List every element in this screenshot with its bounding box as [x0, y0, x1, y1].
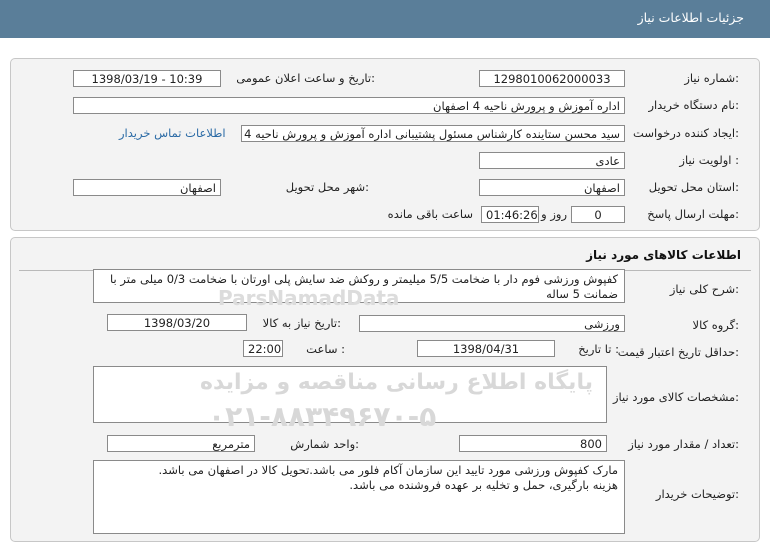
general-desc-field: کفپوش ورزشی فوم دار با ضخامت 5/5 میلیمتر و روکش ضد سایش پلی اورتان با ضخامت 0/3 میلی متر با ضمانت 5 ساله	[93, 269, 625, 303]
goods-info-panel	[10, 237, 760, 542]
buyer-notes-label: توضیحات خریدار:	[655, 487, 739, 501]
delivery-province-label: استان محل تحویل:	[648, 180, 739, 194]
goods-group-field: ورزشی	[359, 315, 625, 332]
quantity-label: تعداد / مقدار مورد نیاز:	[628, 437, 739, 451]
buyer-notes-field	[93, 460, 625, 534]
deadline-label: مهلت ارسال پاسخ:	[647, 207, 739, 221]
general-desc-label: شرح کلی نیاز:	[669, 282, 739, 296]
delivery-city-field: اصفهان	[73, 179, 221, 196]
priority-field: عادی	[479, 152, 625, 169]
page-title: جزئیات اطلاعات نیاز	[637, 10, 744, 25]
goods-group-label: گروه کالا:	[692, 318, 739, 332]
goods-specs-label: مشخصات کالای مورد نیاز:	[612, 390, 739, 404]
buyer-contact-link[interactable]: اطلاعات تماس خریدار	[119, 126, 226, 140]
quantity-field: 800	[459, 435, 607, 452]
remaining-label: ساعت باقی مانده	[387, 207, 473, 221]
title-bar	[0, 0, 770, 38]
need-number-field: 1298010062000033	[479, 70, 625, 87]
validity-time-label: ساعت :	[306, 342, 345, 356]
buyer-org-field: اداره آموزش و پرورش ناحیه 4 اصفهان	[73, 97, 625, 114]
need-date-field: 1398/03/20	[107, 314, 247, 331]
validity-time-field: 22:00	[243, 340, 283, 357]
deadline-time-field: 01:46:26	[481, 206, 539, 223]
need-details-panel	[10, 58, 760, 231]
priority-label: اولویت نیاز :	[679, 153, 739, 167]
requester-label: ایجاد کننده درخواست:	[633, 126, 739, 140]
days-label: روز و	[541, 207, 567, 221]
buyer-org-label: نام دستگاه خریدار:	[648, 98, 739, 112]
watermark-line-2: ۰۲۱-۸۸۳۴۹۶۷۰-۵	[208, 400, 437, 433]
unit-field: مترمربع	[107, 435, 255, 452]
price-validity-label: حداقل تاریخ اعتبار قیمت:	[617, 345, 739, 359]
until-date-label: تا تاریخ :	[578, 342, 619, 356]
buyer-notes-line-1: مارک کفپوش ورزشی مورد تایید این سازمان آکام فلور می باشد.تحویل کالا در اصفهان می باشد.	[158, 463, 618, 477]
delivery-city-label: شهر محل تحویل:	[285, 180, 369, 194]
need-date-label: تاریخ نیاز به کالا:	[262, 316, 341, 330]
delivery-province-field: اصفهان	[479, 179, 625, 196]
watermark-line-1: پایگاه اطلاع رسانی مناقصه و مزایده	[200, 370, 593, 395]
need-number-label: شماره نیاز:	[684, 71, 739, 85]
announce-datetime-label: تاریخ و ساعت اعلان عمومی:	[236, 71, 375, 85]
buyer-notes-line-2: هزینه بارگیری، حمل و تخلیه بر عهده فروشنده می باشد.	[349, 478, 618, 492]
validity-date-field: 1398/04/31	[417, 340, 555, 357]
watermark-brand: ParsNamadData	[218, 286, 400, 310]
goods-specs-field	[93, 366, 607, 423]
deadline-days-field: 0	[571, 206, 625, 223]
announce-datetime-field: 1398/03/19 - 10:39	[73, 70, 221, 87]
unit-label: واحد شمارش:	[290, 437, 359, 451]
requester-field: سید محسن ستاینده کارشناس مسئول پشتیبانی اداره آموزش و پرورش ناحیه 4	[241, 125, 625, 142]
goods-section-title: اطلاعات کالاهای مورد نیاز	[586, 248, 741, 262]
